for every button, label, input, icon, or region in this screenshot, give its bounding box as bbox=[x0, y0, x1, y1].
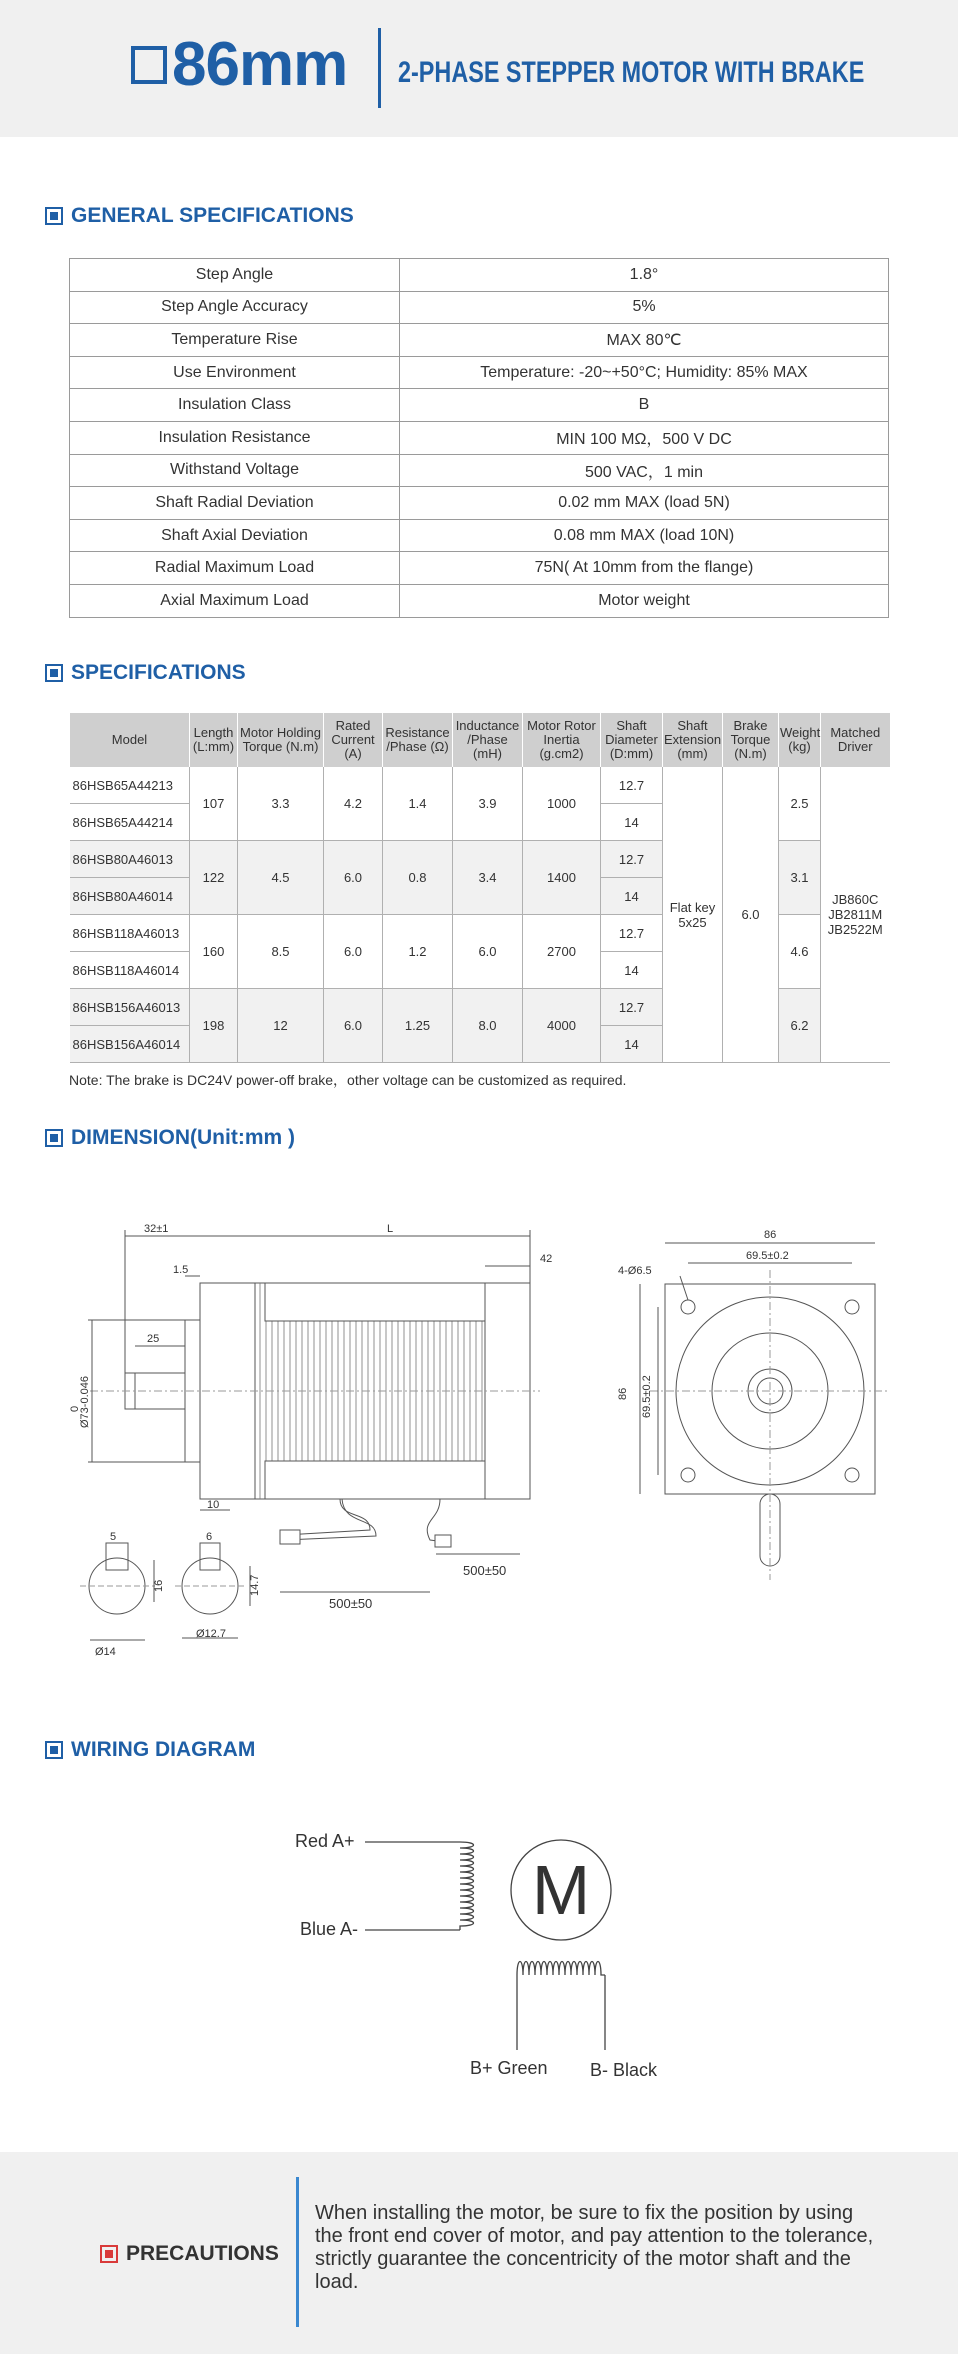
specifications-table bbox=[69, 713, 890, 1063]
table-cell: 3.3 bbox=[238, 767, 324, 841]
diameter-cell: 14 bbox=[601, 878, 663, 915]
specifications-heading: SPECIFICATIONS bbox=[45, 661, 246, 685]
page-header bbox=[0, 0, 958, 137]
spec-value: MIN 100 MΩ，500 V DC bbox=[400, 421, 889, 454]
precautions-panel bbox=[0, 2152, 958, 2354]
dim-label: 25 bbox=[147, 1333, 160, 1345]
table-cell: 3.4 bbox=[453, 841, 523, 915]
spec-key: Temperature Rise bbox=[70, 324, 400, 357]
table-cell: 3.9 bbox=[453, 767, 523, 841]
model-cell: 86HSB80A46013 bbox=[70, 841, 190, 878]
table-cell: 1000 bbox=[523, 767, 601, 841]
brake-torque-cell: 6.0 bbox=[723, 767, 779, 1063]
warning-square-icon bbox=[100, 2245, 118, 2263]
model-cell: 86HSB118A46014 bbox=[70, 952, 190, 989]
dim-label: 5 bbox=[110, 1531, 117, 1543]
table-cell: 8.5 bbox=[238, 915, 324, 989]
spec-key: Insulation Resistance bbox=[70, 421, 400, 454]
wire-b-minus-label: B- Black bbox=[590, 2060, 658, 2080]
wiring-heading: WIRING DIAGRAM bbox=[45, 1738, 255, 1762]
spec-row bbox=[70, 487, 889, 520]
table-cell: 107 bbox=[190, 767, 238, 841]
col-header: Matched Driver bbox=[821, 713, 890, 767]
dim-label: 500±50 bbox=[463, 1563, 507, 1578]
col-header: Resistance /Phase (Ω) bbox=[383, 713, 453, 767]
dim-label: 86 bbox=[617, 1387, 629, 1400]
table-cell: 2700 bbox=[523, 915, 601, 989]
table-cell: 1.25 bbox=[383, 989, 453, 1063]
wiring-diagram bbox=[280, 1800, 680, 2100]
model-cell: 86HSB156A46013 bbox=[70, 989, 190, 1026]
weight-cell: 4.6 bbox=[779, 915, 821, 989]
dim-label: 69.5±0.2 bbox=[641, 1375, 653, 1418]
table-cell: 160 bbox=[190, 915, 238, 989]
model-cell: 86HSB156A46014 bbox=[70, 1026, 190, 1063]
col-header: Shaft Extension (mm) bbox=[663, 713, 723, 767]
section-square-icon bbox=[45, 1741, 63, 1759]
table-cell: 8.0 bbox=[453, 989, 523, 1063]
shaft-extension-cell: Flat key 5x25 bbox=[663, 767, 723, 1063]
spec-row bbox=[70, 584, 889, 617]
diameter-cell: 12.7 bbox=[601, 841, 663, 878]
dim-label: 32±1 bbox=[144, 1223, 169, 1235]
col-header: Motor Rotor Inertia (g.cm2) bbox=[523, 713, 601, 767]
spec-value: 75N( At 10mm from the flange) bbox=[400, 552, 889, 585]
table-cell: 198 bbox=[190, 989, 238, 1063]
spec-row bbox=[70, 519, 889, 552]
col-header: Brake Torque (N.m) bbox=[723, 713, 779, 767]
spec-key: Axial Maximum Load bbox=[70, 584, 400, 617]
col-header: Motor Holding Torque (N.m) bbox=[238, 713, 324, 767]
dim-label: 14.7 bbox=[249, 1574, 261, 1596]
spec-value: Temperature: -20~+50°C; Humidity: 85% MAX bbox=[400, 356, 889, 389]
dim-label: 42 bbox=[540, 1253, 553, 1265]
spec-row bbox=[70, 259, 889, 292]
diameter-cell: 12.7 bbox=[601, 915, 663, 952]
diameter-cell: 14 bbox=[601, 952, 663, 989]
spec-row bbox=[70, 421, 889, 454]
diameter-cell: 14 bbox=[601, 1026, 663, 1063]
spec-value: 1.8° bbox=[400, 259, 889, 292]
precautions-divider bbox=[296, 2177, 299, 2327]
header-subtitle: 2-PHASE STEPPER MOTOR WITH BRAKE bbox=[398, 56, 865, 89]
table-cell: 0.8 bbox=[383, 841, 453, 915]
weight-cell: 3.1 bbox=[779, 841, 821, 915]
spec-row bbox=[70, 454, 889, 487]
wire-a-minus-label: Blue A- bbox=[300, 1919, 359, 1939]
table-cell: 1.4 bbox=[383, 767, 453, 841]
spec-row bbox=[70, 324, 889, 357]
spec-value: 5% bbox=[400, 291, 889, 324]
table-cell: 4.2 bbox=[324, 767, 383, 841]
driver-cell: JB860C JB2811M JB2522M bbox=[821, 767, 890, 1063]
motor-symbol: M bbox=[531, 1851, 591, 1929]
spec-key: Shaft Radial Deviation bbox=[70, 487, 400, 520]
wire-b-plus-label: B+ Green bbox=[470, 2058, 548, 2078]
precautions-text: When installing the motor, be sure to fix the position by using the front end cover of motor, and pay attention to the tolerance, strictly guarantee the concentricity of the motor shaft and the load. bbox=[315, 2202, 874, 2293]
model-cell: 86HSB65A44214 bbox=[70, 804, 190, 841]
specs-header-row bbox=[70, 713, 890, 767]
table-cell: 6.0 bbox=[453, 915, 523, 989]
precautions-heading: PRECAUTIONS bbox=[100, 2242, 279, 2266]
spec-row bbox=[70, 552, 889, 585]
spec-value: 0.02 mm MAX (load 5N) bbox=[400, 487, 889, 520]
table-row bbox=[70, 767, 890, 804]
model-cell: 86HSB118A46013 bbox=[70, 915, 190, 952]
table-cell: 6.0 bbox=[324, 841, 383, 915]
square-symbol-icon bbox=[131, 46, 167, 84]
col-header: Model bbox=[70, 713, 190, 767]
dim-label: 4-Ø6.5 bbox=[618, 1265, 652, 1277]
general-specs-heading: GENERAL SPECIFICATIONS bbox=[45, 204, 354, 228]
model-size: 86mm bbox=[172, 30, 348, 99]
wire-a-plus-label: Red A+ bbox=[295, 1831, 355, 1851]
table-cell: 122 bbox=[190, 841, 238, 915]
table-cell: 4000 bbox=[523, 989, 601, 1063]
dim-label: 10 bbox=[207, 1499, 220, 1511]
section-square-icon bbox=[45, 664, 63, 682]
section-square-icon bbox=[45, 1129, 63, 1147]
dim-label: 0 bbox=[69, 1405, 81, 1412]
brake-note: Note: The brake is DC24V power-off brake，other voltage can be customized as required. bbox=[69, 1072, 627, 1088]
header-divider bbox=[378, 28, 381, 108]
col-header: Weight (kg) bbox=[779, 713, 821, 767]
diameter-cell: 14 bbox=[601, 804, 663, 841]
weight-cell: 6.2 bbox=[779, 989, 821, 1063]
col-header: Length (L:mm) bbox=[190, 713, 238, 767]
dim-label: 86 bbox=[764, 1229, 777, 1241]
dimension-heading: DIMENSION(Unit:mm ) bbox=[45, 1126, 295, 1150]
table-cell: 6.0 bbox=[324, 989, 383, 1063]
table-cell: 4.5 bbox=[238, 841, 324, 915]
spec-row bbox=[70, 291, 889, 324]
dim-label: L bbox=[387, 1223, 394, 1235]
general-specs-table bbox=[69, 258, 889, 618]
spec-value: MAX 80℃ bbox=[400, 324, 889, 357]
spec-key: Use Environment bbox=[70, 356, 400, 389]
spec-value: B bbox=[400, 389, 889, 422]
spec-value: Motor weight bbox=[400, 584, 889, 617]
spec-row bbox=[70, 389, 889, 422]
dim-label: Ø12.7 bbox=[196, 1628, 226, 1640]
spec-key: Shaft Axial Deviation bbox=[70, 519, 400, 552]
col-header: Shaft Diameter (D:mm) bbox=[601, 713, 663, 767]
section-square-icon bbox=[45, 207, 63, 225]
dim-label: 16 bbox=[153, 1579, 165, 1592]
dim-label: 1.5 bbox=[173, 1264, 189, 1276]
spec-key: Insulation Class bbox=[70, 389, 400, 422]
col-header: Inductance /Phase (mH) bbox=[453, 713, 523, 767]
table-cell: 6.0 bbox=[324, 915, 383, 989]
dim-label: 69.5±0.2 bbox=[746, 1250, 789, 1262]
dim-label: 6 bbox=[206, 1531, 213, 1543]
spec-key: Step Angle bbox=[70, 259, 400, 292]
spec-key: Step Angle Accuracy bbox=[70, 291, 400, 324]
table-cell: 12 bbox=[238, 989, 324, 1063]
dim-label: Ø14 bbox=[95, 1646, 116, 1658]
diameter-cell: 12.7 bbox=[601, 989, 663, 1026]
spec-row bbox=[70, 356, 889, 389]
dim-label: Ø73-0.046 bbox=[79, 1376, 91, 1428]
model-cell: 86HSB80A46014 bbox=[70, 878, 190, 915]
table-cell: 1.2 bbox=[383, 915, 453, 989]
spec-value: 500 VAC，1 min bbox=[400, 454, 889, 487]
col-header: Rated Current (A) bbox=[324, 713, 383, 767]
model-cell: 86HSB65A44213 bbox=[70, 767, 190, 804]
spec-value: 0.08 mm MAX (load 10N) bbox=[400, 519, 889, 552]
spec-key: Radial Maximum Load bbox=[70, 552, 400, 585]
weight-cell: 2.5 bbox=[779, 767, 821, 841]
dim-label: 500±50 bbox=[329, 1596, 373, 1611]
diameter-cell: 12.7 bbox=[601, 767, 663, 804]
table-cell: 1400 bbox=[523, 841, 601, 915]
dimension-drawing bbox=[40, 1210, 900, 1670]
spec-key: Withstand Voltage bbox=[70, 454, 400, 487]
